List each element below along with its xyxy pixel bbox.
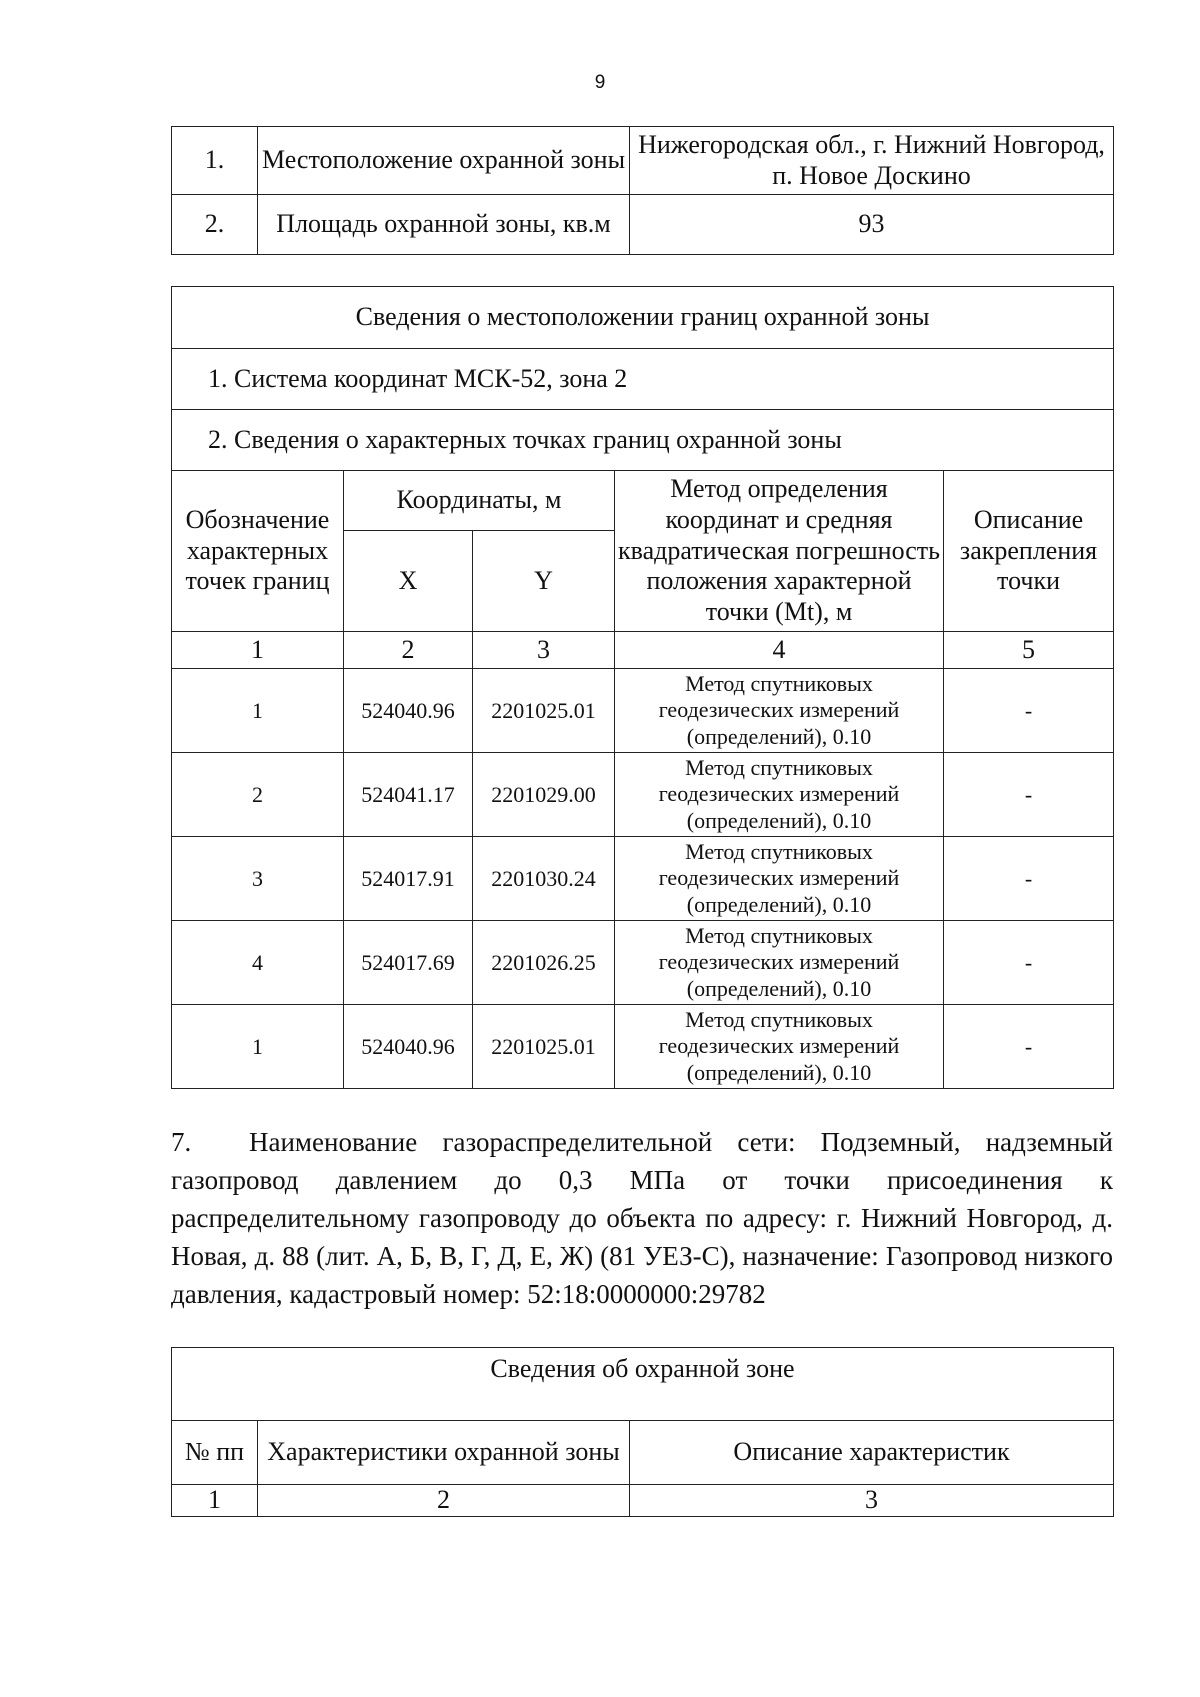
point-description: - [944, 1005, 1114, 1089]
header-row [172, 471, 1114, 531]
point-x: 524041.17 [344, 753, 473, 837]
point-description: - [944, 837, 1114, 921]
coord-system-line: 1. Система координат МСК-52, зона 2 [172, 349, 1114, 410]
point-id: 1 [172, 669, 344, 753]
point-y: 2201026.25 [473, 921, 615, 1005]
point-method: Метод спутниковых геодезических измерений (определений), 0.10 [615, 669, 944, 753]
point-method: Метод спутниковых геодезических измерений (определений), 0.10 [615, 753, 944, 837]
column-number: 3 [473, 632, 615, 669]
column-number: 1 [172, 632, 344, 669]
row-number: 1. [172, 127, 258, 195]
point-y: 2201030.24 [473, 837, 615, 921]
point-description: - [944, 753, 1114, 837]
section-text: Наименование газораспределительной сети: Подземный, надземный газопровод давлением до 0,3 МПа от точки присоединения к распределительному газопроводу до объекта по адресу: г. Нижний Новгород, д. Новая, д. 88 (лит. А, Б, В, Г, Д, Е, Ж) (81 УЕЗ-С), назначение: Газопровод низкого давления, кадастровый номер: 52:18:0000000:29782 [171, 1127, 1113, 1309]
column-number: 1 [172, 1485, 258, 1517]
row-label: Площадь охранной зоны, кв.м [258, 195, 630, 255]
column-number: 4 [615, 632, 944, 669]
point-description: - [944, 669, 1114, 753]
header-description: Описание характеристик [630, 1421, 1114, 1485]
row-label: Местоположение охранной зоны [258, 127, 630, 195]
section-7-paragraph [171, 1123, 1113, 1313]
header-x: X [344, 531, 473, 632]
column-number: 2 [344, 632, 473, 669]
header-designation: Обозначение характерных точек границ [172, 471, 344, 632]
point-description: - [944, 921, 1114, 1005]
point-id: 1 [172, 1005, 344, 1089]
row-value: 93 [630, 195, 1114, 255]
column-number: 5 [944, 632, 1114, 669]
header-description: Описание закрепления точки [944, 471, 1114, 632]
table-row [172, 349, 1114, 410]
column-number-row [172, 632, 1114, 669]
table-row [172, 127, 1114, 195]
section-title: Сведения о местоположении границ охранной зоны [172, 287, 1114, 349]
point-id: 2 [172, 753, 344, 837]
point-id: 4 [172, 921, 344, 1005]
point-x: 524017.91 [344, 837, 473, 921]
point-y: 2201029.00 [473, 753, 615, 837]
header-num: № пп [172, 1421, 258, 1485]
column-number: 3 [630, 1485, 1114, 1517]
point-y: 2201025.01 [473, 1005, 615, 1089]
row-value: Нижегородская обл., г. Нижний Новгород, п. Новое Доскино [630, 127, 1114, 195]
header-characteristics: Характеристики охранной зоны [258, 1421, 630, 1485]
point-id: 3 [172, 837, 344, 921]
point-x: 524040.96 [344, 669, 473, 753]
page-number: 9 [594, 72, 606, 93]
section-number: 7. [171, 1127, 192, 1157]
header-y: Y [473, 531, 615, 632]
table-row [172, 753, 1114, 837]
header-coordinates: Координаты, м [344, 471, 615, 531]
row-number: 2. [172, 195, 258, 255]
table-row [172, 1348, 1114, 1421]
header-method: Метод определения координат и средняя квадратическая погрешность положения характерной точки (Mt), м [615, 471, 944, 632]
point-x: 524040.96 [344, 1005, 473, 1089]
table-row [172, 195, 1114, 255]
point-x: 524017.69 [344, 921, 473, 1005]
point-method: Метод спутниковых геодезических измерений (определений), 0.10 [615, 921, 944, 1005]
points-title-line: 2. Сведения о характерных точках границ охранной зоны [172, 410, 1114, 471]
zone-info-table [171, 126, 1114, 255]
section-title: Сведения об охранной зоне [172, 1348, 1114, 1421]
point-method: Метод спутниковых геодезических измерений (определений), 0.10 [615, 1005, 944, 1089]
point-method: Метод спутниковых геодезических измерений (определений), 0.10 [615, 837, 944, 921]
column-number: 2 [258, 1485, 630, 1517]
point-y: 2201025.01 [473, 669, 615, 753]
table-row [172, 837, 1114, 921]
header-row [172, 1421, 1114, 1485]
zone-desc-table [171, 1347, 1114, 1517]
table-row [172, 921, 1114, 1005]
table-row [172, 1005, 1114, 1089]
table-row [172, 669, 1114, 753]
column-number-row [172, 1485, 1114, 1517]
table-row [172, 287, 1114, 349]
table-row [172, 410, 1114, 471]
boundary-table [171, 286, 1114, 1089]
